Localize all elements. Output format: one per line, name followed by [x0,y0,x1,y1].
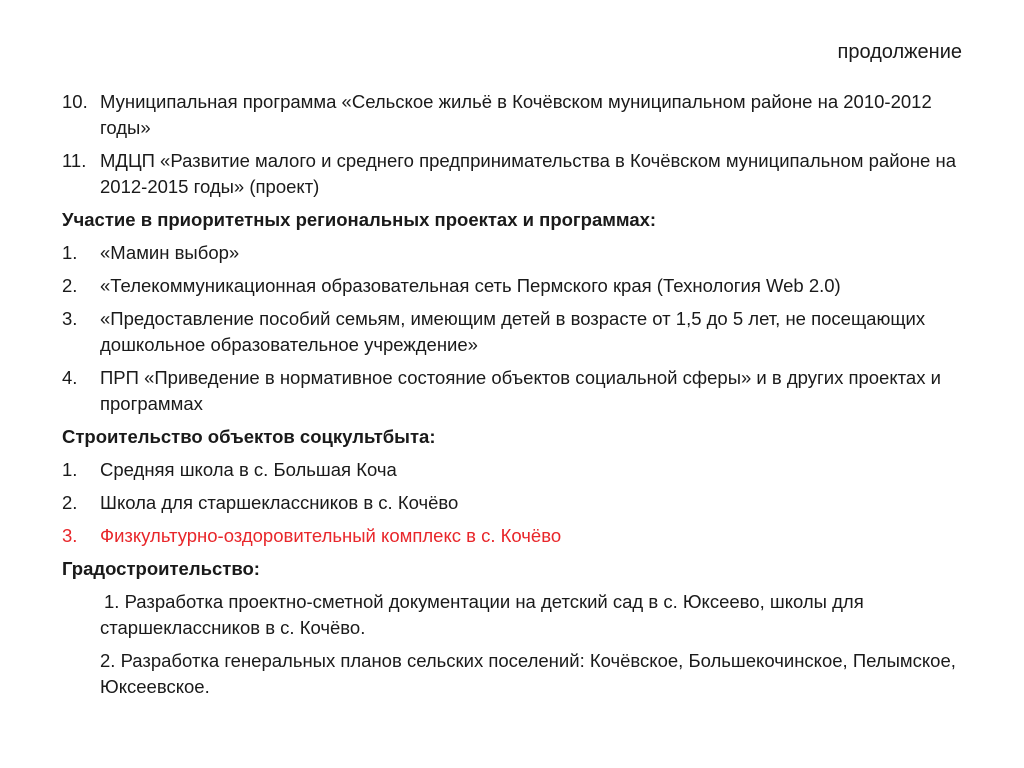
construction-item-2 [62,490,962,516]
regional-item-4 [62,365,962,417]
regional-item-3 [62,306,962,358]
construction-item-3-highlighted [62,523,962,549]
program-item-10 [62,89,962,141]
regional-item-1 [62,240,962,266]
list-number: 10. [62,91,88,112]
list-text: 1. Разработка проектно-сметной документации на детский сад в с. Юксеево, школы для старшеклассников в с. Кочёво. [100,591,864,638]
list-text: Средняя школа в с. Большая Коча [100,459,397,480]
list-number: 11. [62,150,87,171]
regional-heading: Участие в приоритетных региональных проектах и программах: [62,209,657,230]
program-item-11 [62,148,962,200]
urban-heading: Градостроительство: [62,558,260,579]
urban-item-1 [62,589,962,641]
list-number: 2. [62,275,78,296]
construction-heading: Строительство объектов соцкультбыта: [62,426,436,447]
list-number: 1. [62,459,78,480]
regional-item-2 [62,273,962,299]
list-number: 2. [62,492,78,513]
list-text: Школа для старшеклассников в с. Кочёво [100,492,459,513]
list-text: «Телекоммуникационная образовательная сеть Пермского края (Технология Web 2.0) [100,275,841,296]
continuation-label: продолжение [837,41,962,63]
list-number: 3. [62,308,78,329]
list-text: ПРП «Приведение в нормативное состояние объектов социальной сферы» и в других проектах и программах [100,367,941,414]
list-text: МДЦП «Развитие малого и среднего предпринимательства в Кочёвском муниципальном районе на 2012-2015 годы» (проект) [100,150,956,197]
list-number: 1. [62,242,78,263]
list-text: «Предоставление пособий семьям, имеющим детей в возрасте от 1,5 до 5 лет, не посещающих дошкольное образовательное учреждение» [100,308,926,355]
list-text: Физкультурно-оздоровительный комплекс в с. Кочёво [100,525,562,546]
construction-item-1 [62,457,962,483]
list-text: 2. Разработка генеральных планов сельских поселений: Кочёвское, Большекочинское, Пелымское, Юксеевское. [100,650,956,697]
slide-content [62,89,962,700]
list-number: 4. [62,367,78,388]
list-text: Муниципальная программа «Сельское жильё в Кочёвском муниципальном районе на 2010-2012 годы» [100,91,932,138]
urban-item-2 [62,648,962,700]
list-text: «Мамин выбор» [100,242,240,263]
list-number: 3. [62,525,78,546]
